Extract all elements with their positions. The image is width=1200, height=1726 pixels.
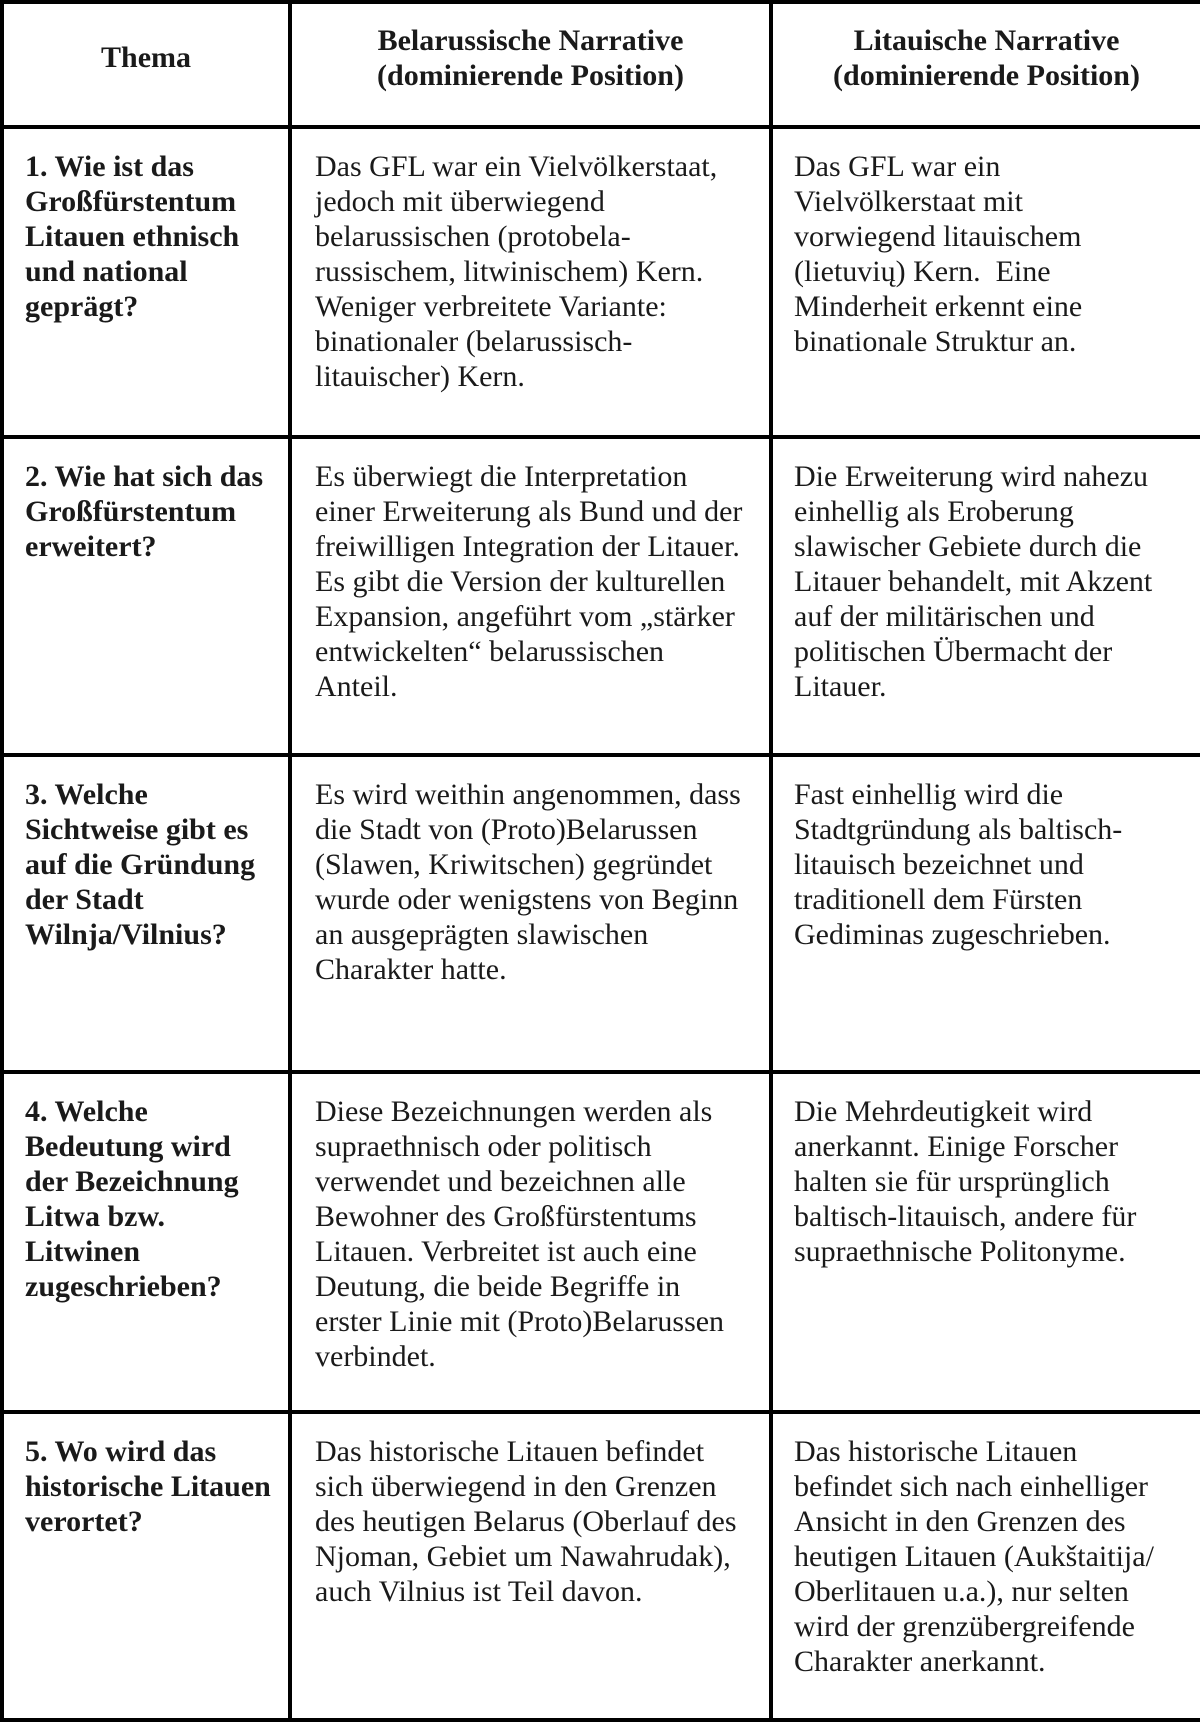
cell-belarussische-narrative: Es überwiegt die Interpretation einer Erweiterung als Bund und der freiwilligen Integration der Litauer. Es gibt die Version der kulturellen Expansion, angeführt vom „stärker entwickelten“ belarussischen Anteil.: [290, 437, 771, 755]
cell-belarussische-narrative: Das historische Litauen befindet sich überwiegend in den Grenzen des heutigen Belarus (Oberlauf des Njoman, Gebiet um Nawahrudak), auch Vilnius ist Teil davon.: [290, 1412, 771, 1720]
cell-belarussische-narrative: Es wird weithin angenommen, dass die Stadt von (Proto)Belarussen (Slawen, Kriwitschen) gegründet wurde oder wenigstens von Beginn an ausgeprägten slawischen Charakter hatte.: [290, 755, 771, 1072]
table-row: [2, 1072, 1200, 1412]
table-row: [2, 755, 1200, 1072]
cell-litauische-narrative: Das historische Litauen befindet sich nach einhelliger Ansicht in den Grenzen des heutigen Litauen (Aukštaitija/​Oberlitauen u.a.), nur selten wird der grenzübergreifende Charakter anerkannt.: [771, 1412, 1200, 1720]
column-header-litauische-narrative: Litauische Narrative (dominierende Position): [771, 2, 1200, 127]
cell-belarussische-narrative: Diese Bezeichnungen werden als supraethnisch oder politisch verwendet und bezeichnen alle Bewohner des Großfürstentums Litauen. Verbreitet ist auch eine Deutung, die beide Begriffe in erster Linie mit (Proto)Belarussen verbindet.: [290, 1072, 771, 1412]
cell-thema: 1. Wie ist das Großfürstentum Litauen ethnisch und national geprägt?: [2, 127, 290, 437]
cell-belarussische-narrative: Das GFL war ein Vielvölkerstaat, jedoch mit überwiegend belarussischen (protobela-russischem, litwinischem) Kern. Weniger verbreitete Variante: binationaler (belarussisch-litauischer) Kern.: [290, 127, 771, 437]
column-header-belarussische-narrative: Belarussische Narrative (dominierende Position): [290, 2, 771, 127]
cell-litauische-narrative: Fast einhellig wird die Stadtgründung als baltisch-litauisch bezeichnet und traditionell dem Fürsten Gediminas zugeschrieben.: [771, 755, 1200, 1072]
cell-litauische-narrative: Die Erweiterung wird nahezu einhellig als Eroberung slawischer Gebiete durch die Litauer behandelt, mit Akzent auf der militärischen und politischen Übermacht der Litauer.: [771, 437, 1200, 755]
cell-thema: 4. Welche Bedeutung wird der Bezeichnung Litwa bzw. Litwinen zugeschrieben?: [2, 1072, 290, 1412]
cell-thema: 5. Wo wird das historische Litauen verortet?: [2, 1412, 290, 1720]
header-row: [2, 2, 1200, 127]
table-row: [2, 1412, 1200, 1720]
table-row: [2, 127, 1200, 437]
column-header-thema: Thema: [2, 2, 290, 127]
cell-litauische-narrative: Das GFL war ein Vielvölkerstaat mit vorwiegend litauischem (lietuvių) Kern. Eine Minderheit erkennt eine binationale Struktur an.: [771, 127, 1200, 437]
cell-litauische-narrative: Die Mehrdeutigkeit wird anerkannt. Einige Forscher halten sie für ursprünglich baltisch-litauisch, andere für supraethnische Politonyme.: [771, 1072, 1200, 1412]
table-row: [2, 437, 1200, 755]
cell-thema: 3. Welche Sichtweise gibt es auf die Gründung der Stadt Wilnja/Vilnius?: [2, 755, 290, 1072]
cell-thema: 2. Wie hat sich das Großfürstentum erweitert?: [2, 437, 290, 755]
